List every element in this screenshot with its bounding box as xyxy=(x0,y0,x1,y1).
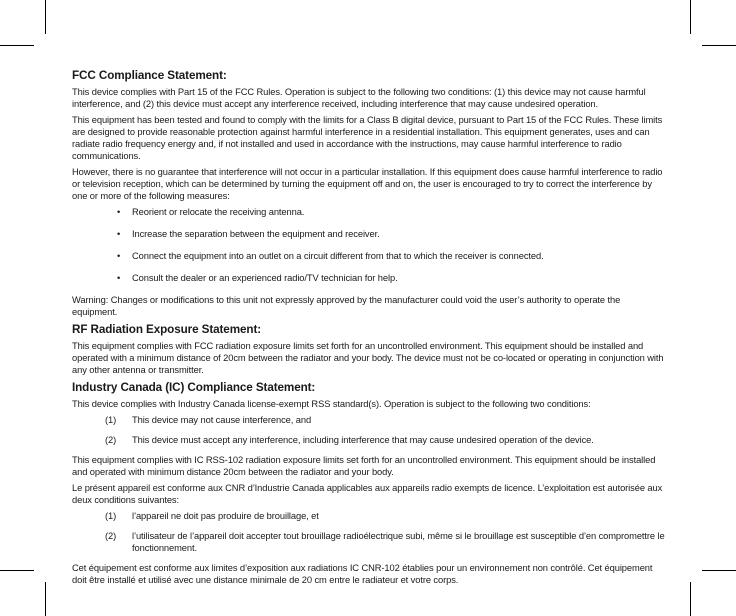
ic-heading: Industry Canada (IC) Compliance Statement: xyxy=(72,381,316,394)
fcc-heading: FCC Compliance Statement: xyxy=(72,69,227,82)
list-item xyxy=(72,250,666,262)
bullet-icon: • xyxy=(117,273,121,283)
ic-conditions-fr-list xyxy=(72,510,666,554)
measure-text: Consult the dealer or an experienced radio/TV technician for help. xyxy=(132,273,398,283)
measure-text: Connect the equipment into an outlet on a circuit different from that to which the receiver is connected. xyxy=(132,251,544,261)
ic-conditions-list xyxy=(72,414,666,446)
list-item xyxy=(72,228,666,240)
crop-mark-bottom-right-vertical xyxy=(690,582,691,616)
condition-text: l’appareil ne doit pas produire de brouillage, et xyxy=(132,511,319,521)
fcc-paragraph-2: This equipment has been tested and found to comply with the limits for a Class B digital device, pursuant to Part 15 of the FCC Rules. These limits are designed to provide reasonable protection against harmful interference in a residential installation. This equipment generates, uses and can radiate radio frequency energy and, if not installed and used in accordance with the instructions, may cause harmful interference to radio communications. xyxy=(72,115,663,161)
ic-paragraph-4-fr: Cet équipement est conforme aux limites d’exposition aux radiations IC CNR-102 établies pour un environnement non contrôlé. Cet équipement doit être installé et utilisé avec une distance minimale de 20 cm entre le radiateur et votre corps. xyxy=(72,563,653,585)
list-item xyxy=(72,414,666,426)
rf-paragraph-1: This equipment complies with FCC radiation exposure limits set forth for an uncontrolled environment. This equipment should be installed and operated with a minimum distance of 20cm between the radiator and your body. The device must not be co-located or operating in conjunction with any other antenna or transmitter. xyxy=(72,341,664,375)
condition-number: (1) xyxy=(105,415,117,425)
bullet-icon: • xyxy=(117,229,121,239)
fcc-warning: Warning: Changes or modifications to this unit not expressly approved by the manufacturer could void the user’s authority to operate the equipment. xyxy=(72,295,621,317)
ic-paragraph-2: This equipment complies with IC RSS-102 radiation exposure limits set forth for an uncontrolled environment. This equipment should be installed and operated with minimum distance 20cm between the radiator and your body. xyxy=(72,455,656,477)
crop-mark-bottom-right-horizontal xyxy=(702,570,736,571)
list-item xyxy=(72,434,666,446)
crop-mark-top-left-horizontal xyxy=(0,45,34,46)
fcc-measures-list xyxy=(72,206,666,284)
list-item xyxy=(72,272,666,284)
list-item xyxy=(72,510,666,522)
fcc-paragraph-1: This device complies with Part 15 of the FCC Rules. Operation is subject to the following two conditions: (1) this device may not cause harmful interference, and (2) this device must accept any interference received, including interference that may cause undesired operation. xyxy=(72,87,646,109)
ic-paragraph-1: This device complies with Industry Canada license-exempt RSS standard(s). Operation is subject to the following two conditions: xyxy=(72,399,591,409)
list-item xyxy=(72,530,666,554)
condition-text: l’utilisateur de l’appareil doit accepter tout brouillage radioélectrique subi, même si le brouillage est susceptible d’en compromettre le fonctionnement. xyxy=(132,531,665,553)
condition-text: This device must accept any interference, including interference that may cause undesired operation of the device. xyxy=(132,435,594,445)
rf-heading: RF Radiation Exposure Statement: xyxy=(72,323,262,336)
list-item xyxy=(72,206,666,218)
fcc-paragraph-3: However, there is no guarantee that interference will not occur in a particular installation. If this equipment does cause harmful interference to radio or television reception, which can be determined by turning the equipment off and on, the user is encouraged to try to correct the interference by one or more of the following measures: xyxy=(72,167,663,201)
ic-paragraph-3-fr: Le présent appareil est conforme aux CNR d’Industrie Canada applicables aux appareils radio exempts de licence. L’exploitation est autorisée aux deux conditions suivantes: xyxy=(72,483,663,505)
condition-number: (2) xyxy=(105,531,117,541)
crop-mark-bottom-left-horizontal xyxy=(0,570,34,571)
condition-number: (2) xyxy=(105,435,117,445)
crop-mark-top-right-vertical xyxy=(690,0,691,34)
measure-text: Increase the separation between the equipment and receiver. xyxy=(132,229,380,239)
crop-mark-top-right-horizontal xyxy=(702,45,736,46)
compliance-document xyxy=(72,68,666,590)
measure-text: Reorient or relocate the receiving antenna. xyxy=(132,207,305,217)
bullet-icon: • xyxy=(117,207,121,217)
crop-mark-top-left-vertical xyxy=(45,0,46,34)
condition-text: This device may not cause interference, and xyxy=(132,415,312,425)
bullet-icon: • xyxy=(117,251,121,261)
crop-mark-bottom-left-vertical xyxy=(45,582,46,616)
condition-number: (1) xyxy=(105,511,117,521)
